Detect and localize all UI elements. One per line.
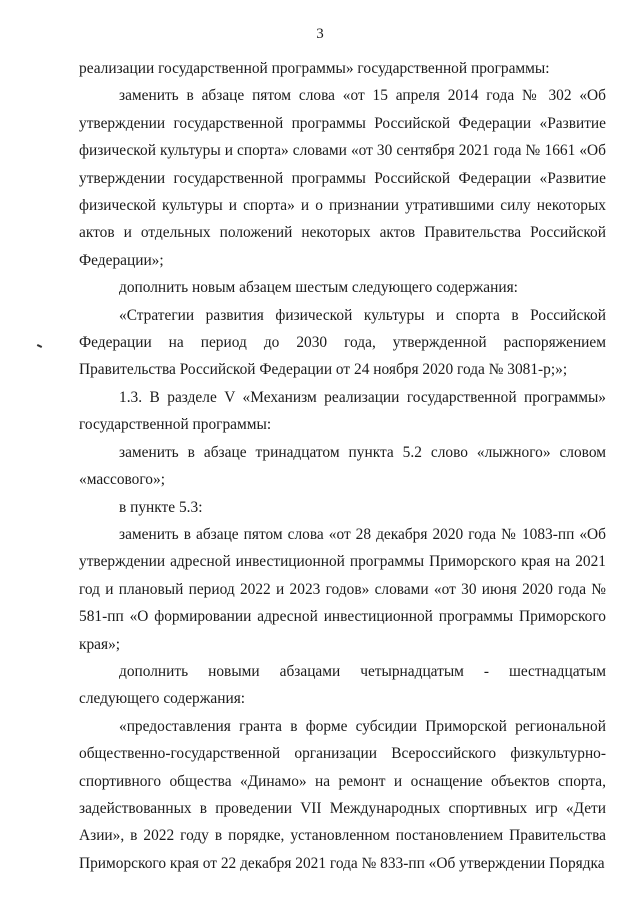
- paragraph-10: «предоставления гранта в форме субсидии Приморской региональной общественно-государственной организации Всероссийского физкультурно-спортивного общества «Динамо» на ремонт и оснащение объектов спорта, задействованных в проведении VII Международных спортивных игр «Дети Азии», в 2022 году в порядке, установленном постановлением Правительства Приморского края от 22 декабря 2021 года № 833-пп «Об утверждении Порядка: [79, 717, 606, 872]
- paragraph-3: дополнить новым абзацем шестым следующего содержания:: [119, 279, 518, 297]
- margin-mark: [37, 344, 42, 348]
- paragraph-7: в пункте 5.3:: [119, 498, 203, 516]
- paragraph-4: «Стратегии развития физической культуры и спорта в Российской Федерации на период до 2030 года, утвержденной распоряжением Правительства Российской Федерации от 24 ноября 2020 года № 3081-р;»;: [79, 306, 606, 379]
- paragraph-8: заменить в абзаце пятом слова «от 28 декабря 2020 года № 1083-пп «Об утверждении адресной инвестиционной программы Приморского края на 2021 год и плановый период 2022 и 2023 годов» словами «от 30 июня 2020 года № 581-пп «О формировании адресной инвестиционной программы Приморского края»;: [79, 525, 606, 653]
- paragraph-5: 1.3. В разделе V «Механизм реализации государственной программы» государственной программы:: [79, 388, 606, 434]
- page-number: 3: [316, 26, 324, 42]
- paragraph-2: заменить в абзаце пятом слова «от 15 апреля 2014 года № 302 «Об утверждении государственной программы Российской Федерации «Развитие физической культуры и спорта» словами «от 30 сентября 2021 года № 1661 «Об утверждении государственной программы Российской Федерации «Развитие физической культуры и спорта» и о признании утратившими силу некоторых актов и отдельных положений некоторых актов Правительства Российской Федерации»;: [79, 87, 606, 269]
- document-body: [79, 55, 606, 877]
- paragraph-6: заменить в абзаце тринадцатом пункта 5.2 слово «лыжного» словом «массового»;: [79, 443, 606, 489]
- paragraph-1: реализации государственной программы» государственной программы:: [79, 60, 550, 77]
- paragraph-9: дополнить новыми абзацами четырнадцатым - шестнадцатым следующего содержания:: [79, 662, 606, 708]
